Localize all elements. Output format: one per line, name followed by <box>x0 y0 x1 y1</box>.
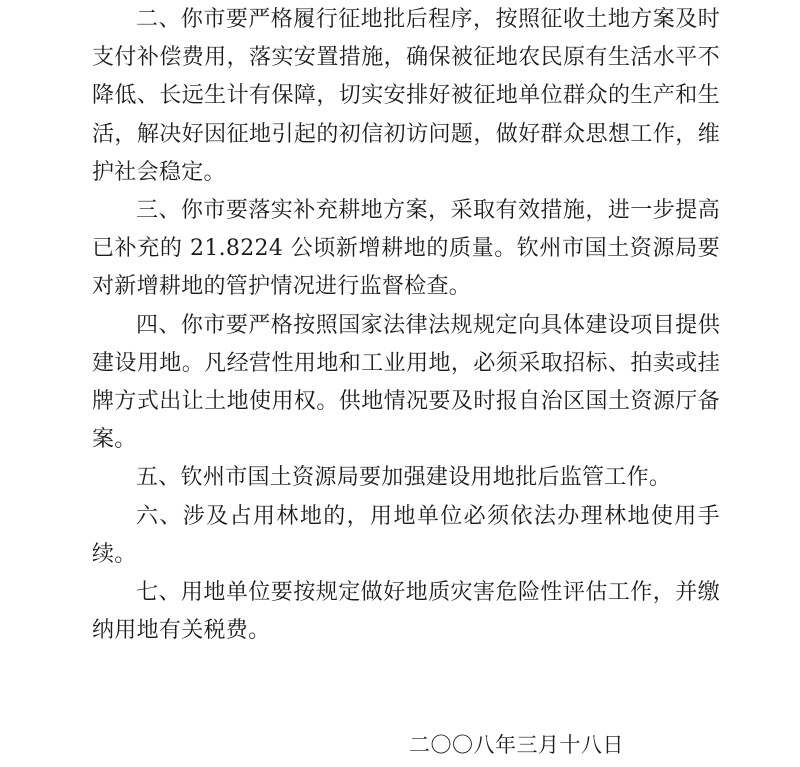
paragraph-item-3: 三、你市要落实补充耕地方案，采取有效措施，进一步提高已补充的 21.8224 公顷新增耕地的质量。钦州市国土资源局要对新增耕地的管护情况进行监督检查。 <box>92 198 720 300</box>
paragraph-item-5: 五、钦州市国土资源局要加强建设用地批后监管工作。 <box>136 465 672 491</box>
paragraph-item-4: 四、你市要严格按照国家法律法规规定向具体建设项目提供建设用地。凡经营性用地和工业用地，必须采取招标、拍卖或挂牌方式出让土地使用权。供地情况要及时报自治区国土资源厅备案。 <box>92 312 720 453</box>
document-date: 二〇〇八年三月十八日 <box>409 733 624 757</box>
paragraph-item-2: 二、你市要严格履行征地批后程序，按照征收土地方案及时支付补偿费用，落实安置措施，确保被征地农民原有生活水平不降低、长远生计有保障，切实安排好被征地单位群众的生产和生活，解决好因征地引起的初信初访问题，做好群众思想工作，维护社会稳定。 <box>92 7 720 185</box>
paragraph-item-6: 六、涉及占用林地的，用地单位必须依法办理林地使用手续。 <box>92 503 720 567</box>
paragraph-item-7: 七、用地单位要按规定做好地质灾害危险性评估工作，并缴纳用地有关税费。 <box>92 580 720 644</box>
document-body <box>92 0 720 650</box>
